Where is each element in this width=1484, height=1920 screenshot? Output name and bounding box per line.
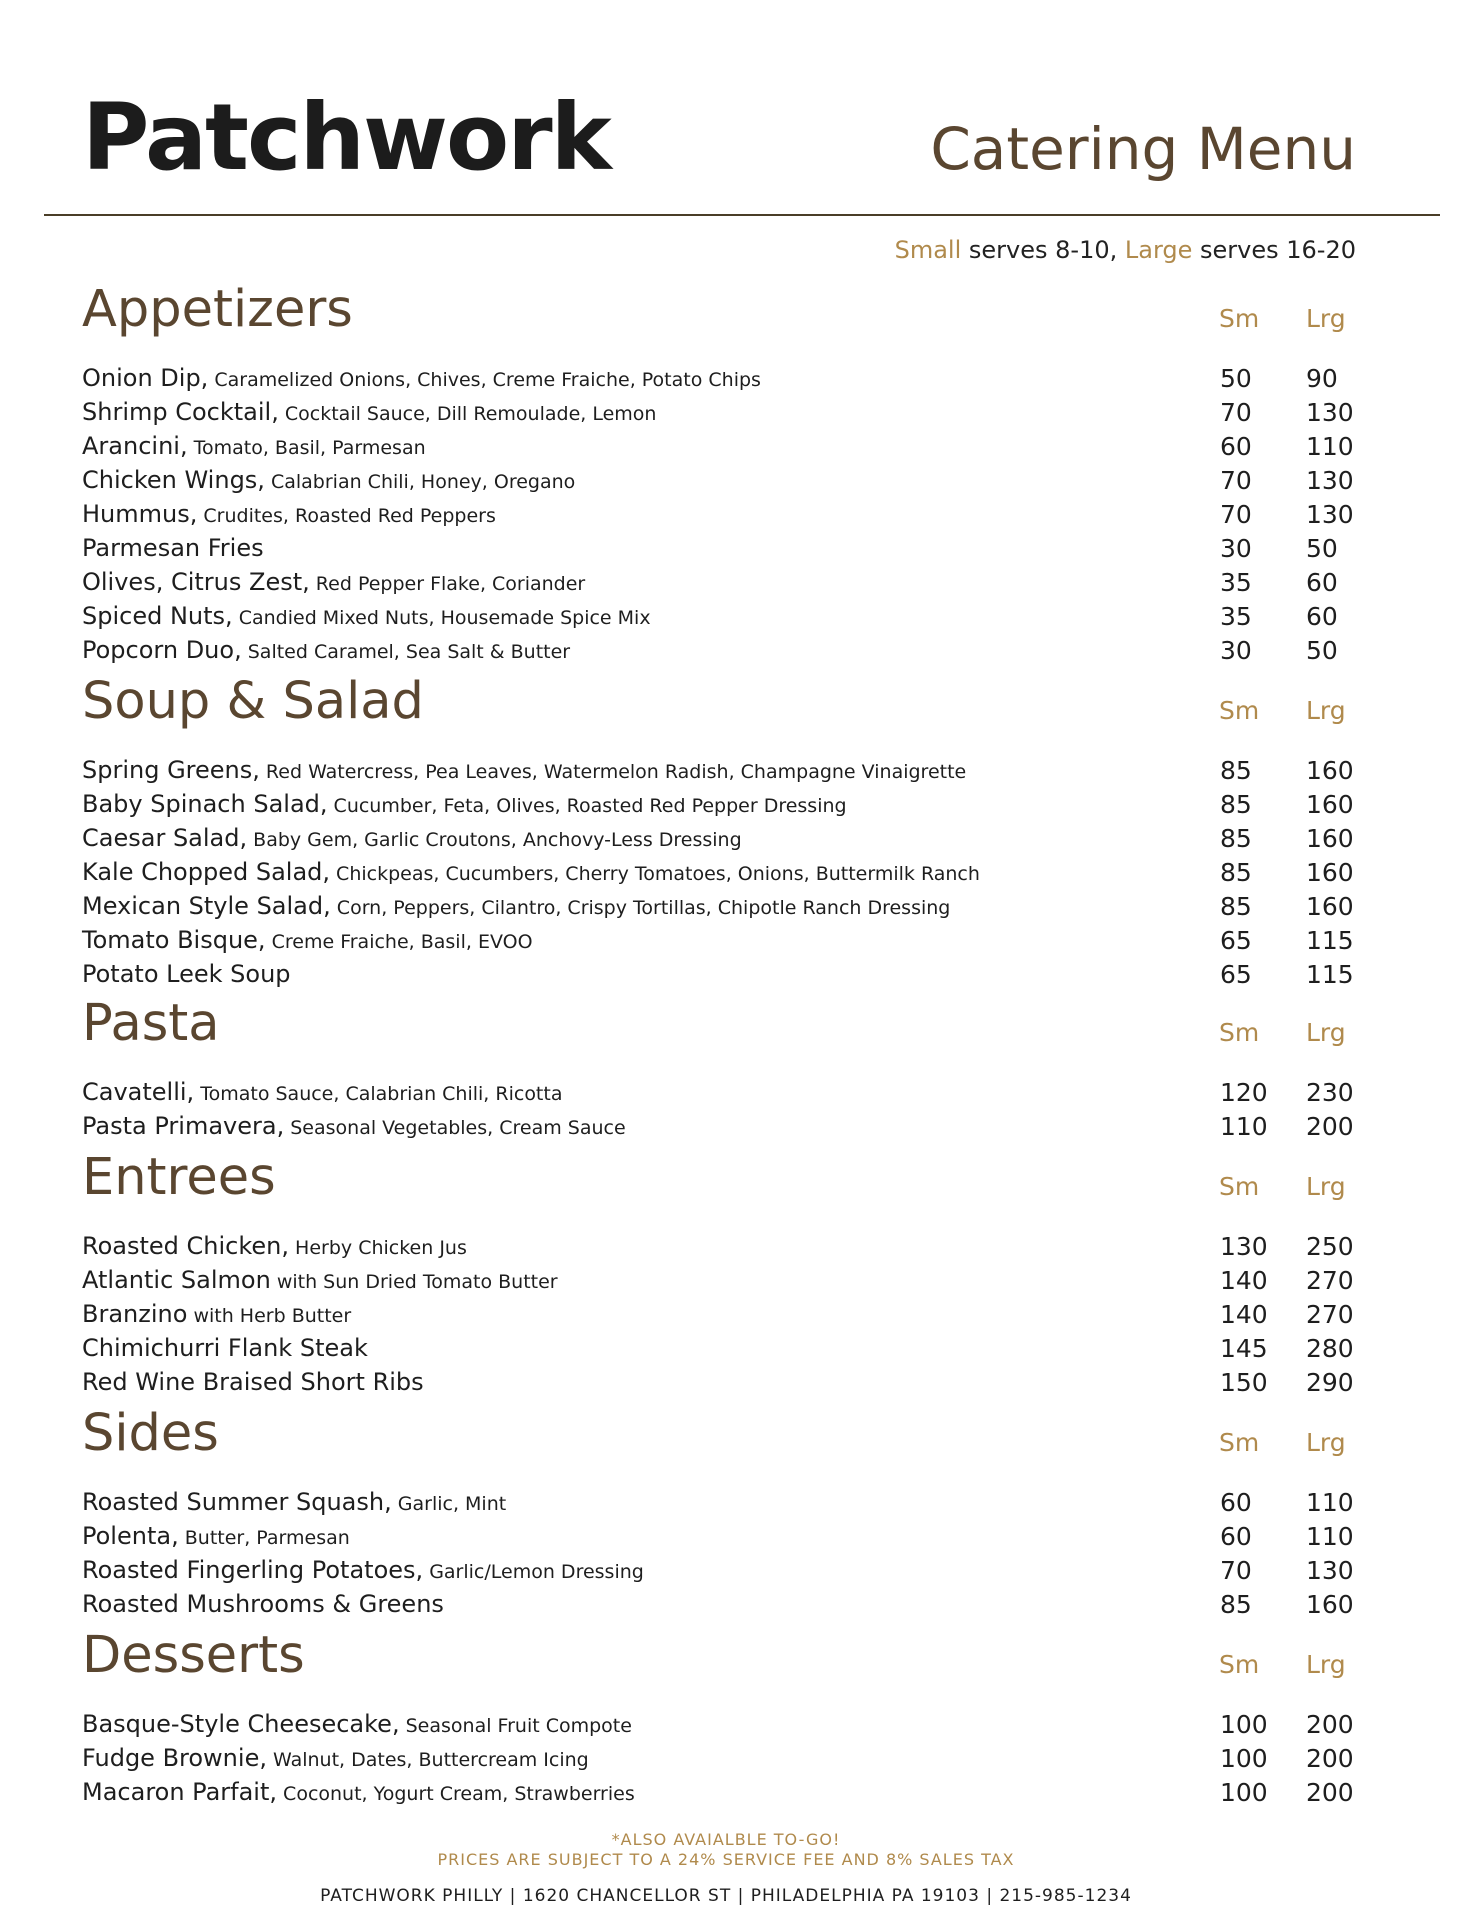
price-large: 130 [1306,398,1354,427]
item-name: Cavatelli, [82,1078,195,1106]
menu-item [82,1298,1372,1332]
item-name: Roasted Mushrooms & Greens [82,1590,444,1618]
item-description: Garlic, Mint [391,1493,507,1515]
menu-item [82,1742,1372,1776]
item-description: Chickpeas, Cucumbers, Cherry Tomatoes, Onions, Buttermilk Ranch [330,863,980,885]
lrg-column-label: Lrg [1306,1428,1346,1457]
price-large: 230 [1306,1078,1354,1107]
item-name: Macaron Parfait, [82,1778,278,1806]
price-small: 65 [1220,960,1252,989]
price-large: 160 [1306,892,1354,921]
menu-item [82,1076,1372,1110]
price-large: 160 [1306,790,1354,819]
price-large: 60 [1306,568,1338,597]
item-name: Potato Leek Soup [82,960,291,988]
menu-item [82,430,1372,464]
item-name: Pasta Primavera, [82,1112,285,1140]
item-description: Coconut, Yogurt Cream, Strawberries [277,1783,635,1805]
price-small: 70 [1220,500,1252,529]
item-name: Mexican Style Salad, [82,892,331,920]
item-name: Olives, Citrus Zest, [82,568,310,596]
menu-item [82,924,1372,958]
price-small: 35 [1220,568,1252,597]
menu-item [82,1554,1372,1588]
lrg-column-label: Lrg [1306,1018,1346,1047]
section-pasta [82,994,1372,1144]
price-small: 130 [1220,1232,1268,1261]
large-label: Large [1124,236,1193,264]
item-description: Walnut, Dates, Buttercream Icing [266,1749,589,1771]
item-name: Parmesan Fries [82,534,264,562]
price-large: 115 [1306,960,1354,989]
section-sides [82,1404,1372,1622]
section-title: Entrees [82,1148,276,1207]
price-large: 110 [1306,1522,1354,1551]
price-small: 30 [1220,636,1252,665]
item-name: Onion Dip, [82,364,209,392]
price-large: 50 [1306,534,1338,563]
section-soup-salad [82,672,1372,992]
item-name: Hummus, [82,500,198,528]
item-description: Seasonal Fruit Compote [399,1715,632,1737]
header-divider [44,214,1440,216]
menu-item [82,498,1372,532]
item-description: Seasonal Vegetables, Cream Sauce [284,1117,626,1139]
menu-item [82,532,1372,566]
brand-logo: Patchwork [82,84,610,191]
menu-item [82,600,1372,634]
price-small: 60 [1220,1522,1252,1551]
price-small: 50 [1220,364,1252,393]
menu-item [82,464,1372,498]
lrg-column-label: Lrg [1306,1172,1346,1201]
price-large: 250 [1306,1232,1354,1261]
item-description: Caramelized Onions, Chives, Creme Fraiche, Potato Chips [208,369,761,391]
price-large: 160 [1306,756,1354,785]
item-name: Roasted Fingerling Potatoes, [82,1556,424,1584]
menu-item [82,890,1372,924]
section-appetizers [82,280,1372,668]
menu-item [82,1230,1372,1264]
price-large: 130 [1306,1556,1354,1585]
price-small: 100 [1220,1744,1268,1773]
item-description: Candied Mixed Nuts, Housemade Spice Mix [232,607,651,629]
price-small: 85 [1220,858,1252,887]
sm-column-label: Sm [1219,304,1260,333]
lrg-column-label: Lrg [1306,696,1346,725]
price-large: 115 [1306,926,1354,955]
price-large: 280 [1306,1334,1354,1363]
item-name: Shrimp Cocktail, [82,398,279,426]
item-name: Red Wine Braised Short Ribs [82,1368,424,1396]
item-name: Roasted Summer Squash, [82,1488,392,1516]
menu-item [82,1588,1372,1622]
item-description: Butter, Parmesan [178,1527,350,1549]
serving-size-note [895,238,1356,262]
item-description: Cucumber, Feta, Olives, Roasted Red Pepper Dressing [327,795,847,817]
price-small: 110 [1220,1112,1268,1141]
section-title: Sides [82,1404,219,1463]
item-name: Arancini, [82,432,188,460]
price-small: 70 [1220,398,1252,427]
price-large: 50 [1306,636,1338,665]
sm-column-label: Sm [1219,1650,1260,1679]
section-title: Appetizers [82,280,353,339]
lrg-column-label: Lrg [1306,304,1346,333]
item-name: Chicken Wings, [82,466,265,494]
menu-item [82,788,1372,822]
price-large: 130 [1306,466,1354,495]
item-description: Red Pepper Flake, Coriander [309,573,586,595]
item-description: with Herb Butter [187,1305,352,1327]
item-description: with Sun Dried Tomato Butter [270,1271,558,1293]
menu-item [82,566,1372,600]
price-small: 35 [1220,602,1252,631]
page-title: Catering Menu [930,115,1356,183]
item-name: Chimichurri Flank Steak [82,1334,368,1362]
fee-note: PRICES ARE SUBJECT TO A 24% SERVICE FEE AND 8% SALES TAX [437,1850,1015,1869]
price-large: 110 [1306,432,1354,461]
price-large: 160 [1306,1590,1354,1619]
price-small: 30 [1220,534,1252,563]
section-title: Soup & Salad [82,672,424,731]
item-description: Salted Caramel, Sea Salt & Butter [241,641,571,663]
small-serves: serves 8-10, [961,236,1125,264]
item-description: Corn, Peppers, Cilantro, Crispy Tortillas, Chipotle Ranch Dressing [330,897,951,919]
sm-column-label: Sm [1219,1172,1260,1201]
price-small: 85 [1220,790,1252,819]
item-name: Tomato Bisque, [82,926,266,954]
price-small: 85 [1220,824,1252,853]
price-large: 270 [1306,1300,1354,1329]
price-large: 160 [1306,858,1354,887]
item-description: Calabrian Chili, Honey, Oregano [264,471,576,493]
item-name: Kale Chopped Salad, [82,858,331,886]
item-name: Spiced Nuts, [82,602,233,630]
price-small: 65 [1220,926,1252,955]
price-large: 130 [1306,500,1354,529]
menu-item [82,1776,1372,1810]
large-serves: serves 16-20 [1192,236,1356,264]
item-name: Fudge Brownie, [82,1744,267,1772]
item-description: Cocktail Sauce, Dill Remoulade, Lemon [278,403,657,425]
price-small: 100 [1220,1778,1268,1807]
price-small: 140 [1220,1266,1268,1295]
to-go-note: *ALSO AVAIALBLE TO-GO! [611,1830,841,1849]
price-small: 60 [1220,432,1252,461]
item-description: Crudites, Roasted Red Peppers [197,505,496,527]
menu-item [82,856,1372,890]
price-small: 70 [1220,466,1252,495]
menu-item [82,362,1372,396]
item-name: Branzino [82,1300,188,1328]
sm-column-label: Sm [1219,1428,1260,1457]
item-name: Baby Spinach Salad, [82,790,328,818]
price-large: 200 [1306,1710,1354,1739]
price-small: 140 [1220,1300,1268,1329]
price-large: 270 [1306,1266,1354,1295]
item-name: Popcorn Duo, [82,636,242,664]
item-name: Spring Greens, [82,756,260,784]
price-small: 60 [1220,1488,1252,1517]
item-name: Roasted Chicken, [82,1232,290,1260]
menu-item [82,958,1372,992]
menu-item [82,1486,1372,1520]
price-large: 60 [1306,602,1338,631]
item-name: Caesar Salad, [82,824,248,852]
price-large: 200 [1306,1112,1354,1141]
price-large: 290 [1306,1368,1354,1397]
item-description: Red Watercress, Pea Leaves, Watermelon Radish, Champagne Vinaigrette [259,761,967,783]
item-name: Basque-Style Cheesecake, [82,1710,400,1738]
menu-item [82,754,1372,788]
item-name: Atlantic Salmon [82,1266,271,1294]
price-small: 70 [1220,1556,1252,1585]
item-description: Tomato, Basil, Parmesan [187,437,426,459]
sm-column-label: Sm [1219,696,1260,725]
menu-item [82,822,1372,856]
price-large: 110 [1306,1488,1354,1517]
section-title: Pasta [82,994,220,1053]
menu-item [82,1332,1372,1366]
item-description: Tomato Sauce, Calabrian Chili, Ricotta [194,1083,563,1105]
item-name: Polenta, [82,1522,179,1550]
price-small: 85 [1220,1590,1252,1619]
item-description: Garlic/Lemon Dressing [423,1561,644,1583]
menu-item [82,1264,1372,1298]
price-small: 145 [1220,1334,1268,1363]
item-description: Baby Gem, Garlic Croutons, Anchovy-Less Dressing [247,829,742,851]
section-desserts [82,1626,1372,1810]
price-small: 85 [1220,756,1252,785]
price-small: 150 [1220,1368,1268,1397]
footer-address: PATCHWORK PHILLY | 1620 CHANCELLOR ST | PHILADELPHIA PA 19103 | 215-985-1234 [320,1886,1132,1906]
price-small: 100 [1220,1710,1268,1739]
price-small: 120 [1220,1078,1268,1107]
menu-item [82,634,1372,668]
menu-item [82,396,1372,430]
item-description: Herby Chicken Jus [289,1237,467,1259]
price-large: 90 [1306,364,1338,393]
menu-item [82,1366,1372,1400]
small-label: Small [894,236,962,264]
menu-item [82,1708,1372,1742]
price-large: 200 [1306,1744,1354,1773]
price-large: 160 [1306,824,1354,853]
menu-item [82,1110,1372,1144]
section-entrees [82,1148,1372,1400]
lrg-column-label: Lrg [1306,1650,1346,1679]
menu-item [82,1520,1372,1554]
price-large: 200 [1306,1778,1354,1807]
section-title: Desserts [82,1626,305,1685]
sm-column-label: Sm [1219,1018,1260,1047]
item-description: Creme Fraiche, Basil, EVOO [265,931,533,953]
price-small: 85 [1220,892,1252,921]
